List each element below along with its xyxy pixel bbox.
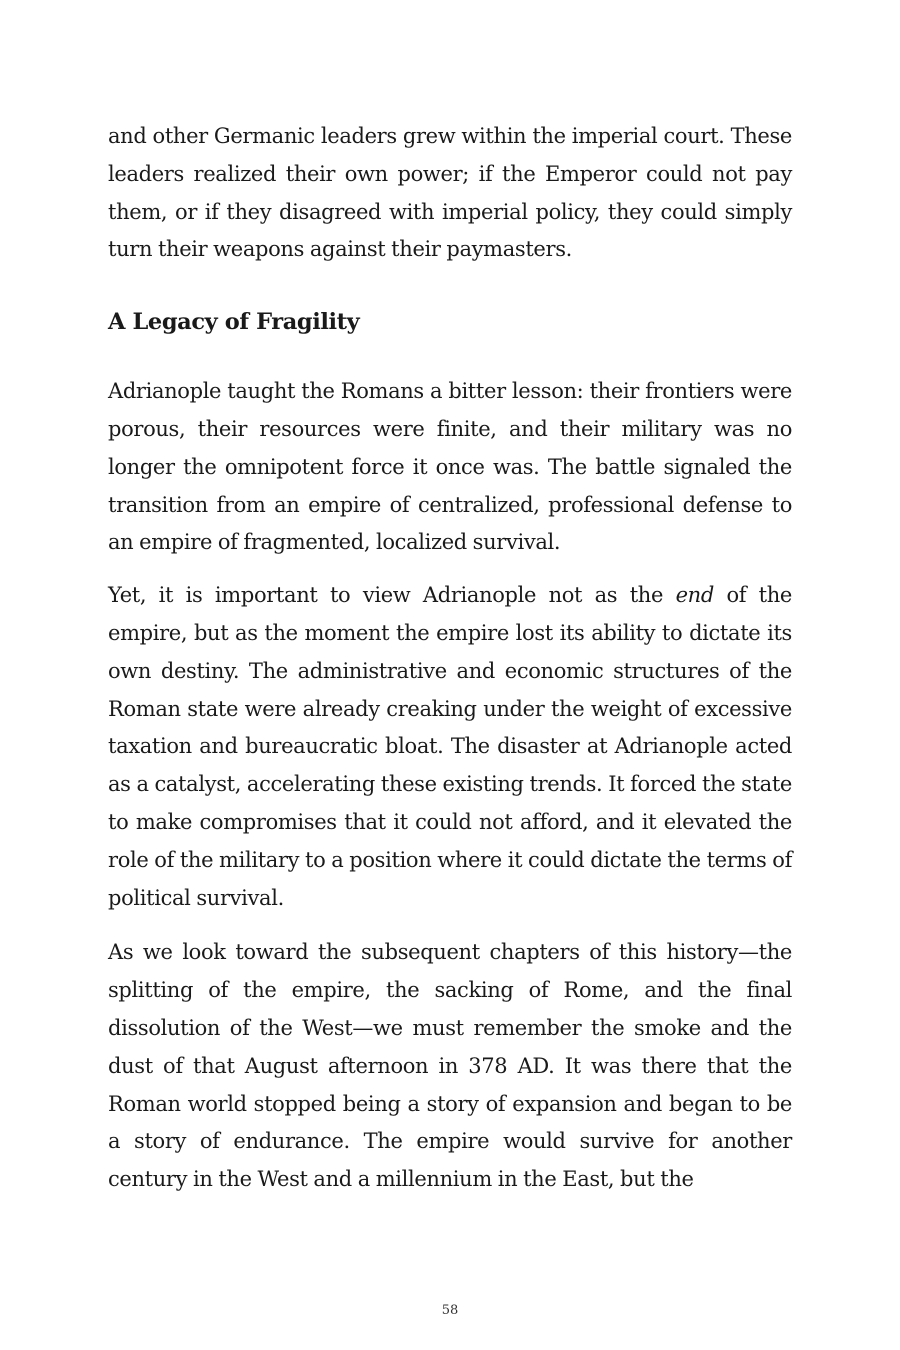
page-body (108, 118, 792, 1199)
emphasis-end: end (675, 583, 714, 608)
paragraph-bitter-lesson: Adrianople taught the Romans a bitter lesson: their frontiers were porous, their resources were finite, and their military was no longer the omnipotent force it once was. The battle signaled the transition from an empire of centralized, professional defense to an empire of fragmented, localized survival. (108, 379, 792, 555)
paragraph-adrianople-catalyst (108, 577, 792, 917)
paragraph-germanic-leaders: and other Germanic leaders grew within the imperial court. These leaders realized their own power; if the Emperor could not pay them, or if they disagreed with imperial policy, they could simply turn their weapons against their paymasters. (108, 124, 792, 262)
paragraph-text-start: Yet, it is important to view Adrianople not as the (108, 583, 676, 608)
section-heading: A Legacy of Fragility (108, 309, 360, 336)
page-number: 58 (441, 1303, 459, 1318)
paragraph-subsequent-chapters: As we look toward the subsequent chapters of this history—the splitting of the empire, the sacking of Rome, and the final dissolution of the West—we must remember the smoke and the dust of that August afternoon in 378 AD. It was there that the Roman world stopped being a story of expansion and began to be a story of endurance. The empire would survive for another century in the West and a millennium in the East, but the (108, 940, 792, 1192)
paragraph-text-rest: of the empire, but as the moment the empire lost its ability to dictate its own destiny. The administrative and economic structures of the Roman state were already creaking under the weight of excessive taxation and bureaucratic bloat. The disaster at Adrianople acted as a catalyst, accelerating these existing trends. It forced the state to make compromises that it could not afford, and it elevated the role of the military to a position where it could dictate the terms of political survival. (108, 583, 792, 910)
